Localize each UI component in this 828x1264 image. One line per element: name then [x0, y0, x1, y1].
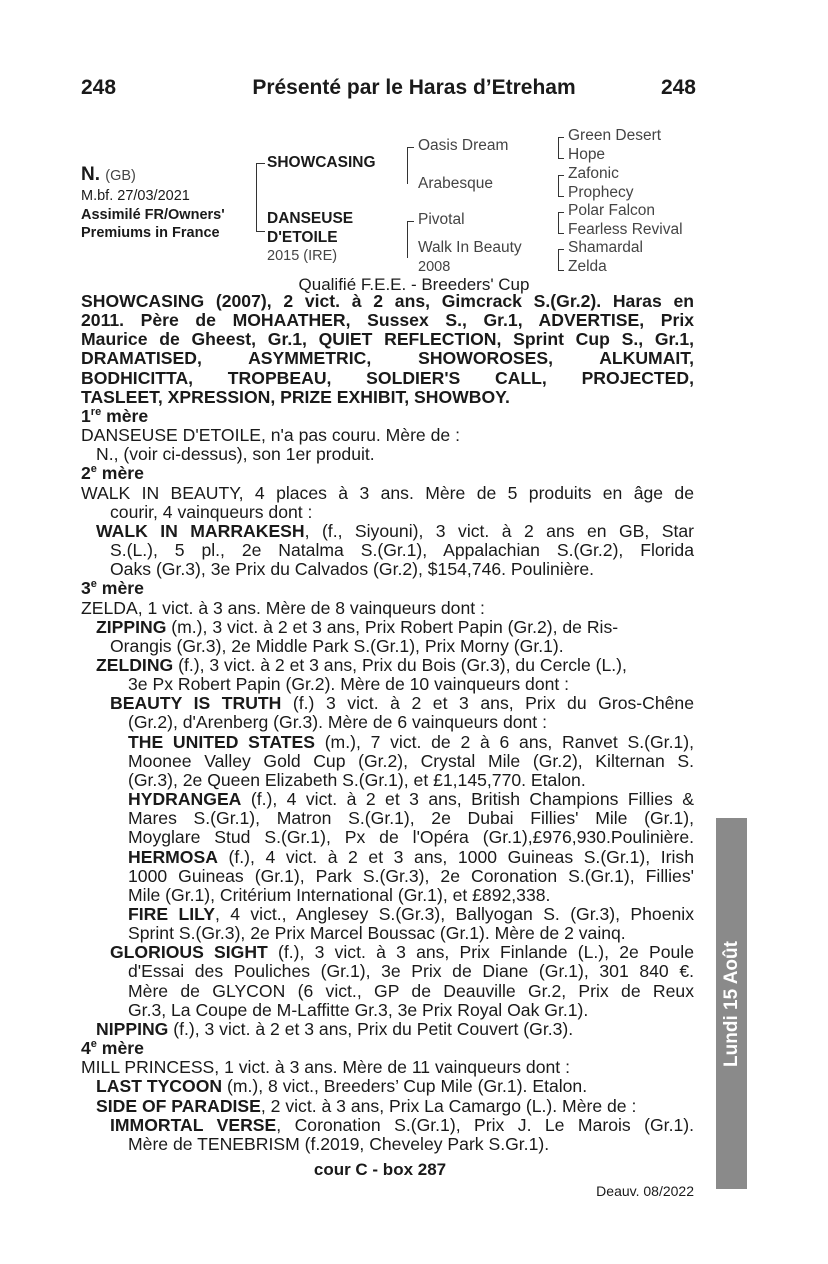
produce-line: LAST TYCOON (m.), 8 vict., Breeders’ Cup Mile (Gr.1). Etalon. — [96, 1076, 588, 1097]
produce-line: Mère de GLYCON (6 vict., GP de Deauville Gr.2, Prix de Reux — [128, 980, 694, 1001]
pedigree-ds: Pivotal — [418, 211, 465, 228]
pedigree-ssd: Hope — [568, 146, 606, 163]
produce-line: Mares S.(Gr.1), Matron S.(Gr.1), 2e Dubai Fillies' Mile (Gr.1), — [128, 808, 694, 829]
produce-line: 1000 Guineas (Gr.1), Park S.(Gr.3), 2e Coronation S.(Gr.1), Fillies' — [128, 865, 694, 886]
produce-line: S.(L.), 5 pl., 2e Natalma S.(Gr.1), Appalachian S.(Gr.2), Florida — [110, 540, 694, 561]
pedigree-bracket — [407, 147, 414, 184]
side-tab-label: Lundi 15 Août — [720, 940, 742, 1067]
produce-name: ZIPPING — [96, 616, 167, 637]
horse-name: N. — [81, 164, 100, 185]
page-title: Présenté par le Haras d’Etreham — [252, 76, 576, 99]
produce-line: Moyglare Stud S.(Gr.1), Px de l'Opéra (Gr.1),£976,930.Poulinière. — [128, 827, 694, 848]
m1-line: DANSEUSE D'ETOILE, n'a pas couru. Mère de : — [81, 425, 460, 446]
m3-intro: ZELDA, 1 vict. à 3 ans. Mère de 8 vainqueurs dont : — [81, 597, 485, 618]
produce-line: Mère de TENEBRISM (f.2019, Cheveley Park S.Gr.1). — [128, 1133, 550, 1154]
edition-date: Deauv. 08/2022 — [596, 1183, 694, 1199]
section-heading-m1: 1re mère — [81, 405, 149, 426]
produce-line: 3e Px Robert Papin (Gr.2). Mère de 10 vainqueurs dont : — [128, 674, 570, 695]
pedigree-dds: Shamardal — [568, 239, 643, 256]
produce-name: ZELDING — [96, 654, 174, 675]
pedigree-sds: Zafonic — [568, 165, 619, 182]
produce-name: FIRE LILY — [128, 904, 215, 924]
produce-line: d'Essai des Pouliches (Gr.1), 3e Prix de Diane (Gr.1), 301 840 €. — [128, 961, 694, 982]
page-number-left: 248 — [81, 76, 117, 99]
produce-line: Gr.3, La Coupe de M-Laffitte Gr.3, 3e Prix Royal Oak Gr.1). — [128, 999, 589, 1020]
pedigree-dam-line2: D'ETOILE — [267, 229, 338, 246]
pedigree-bracket — [558, 212, 564, 234]
produce-line: HERMOSA (f.), 4 vict. à 2 et 3 ans, 1000 Guineas S.(Gr.1), Irish — [128, 846, 694, 867]
pedigree-dd: Walk In Beauty — [418, 239, 522, 256]
box-location: cour C - box 287 — [313, 1160, 447, 1179]
produce-name: SIDE OF PARADISE — [96, 1095, 261, 1116]
pedigree-dam: DANSEUSE — [267, 210, 354, 227]
family-text — [81, 292, 694, 1154]
sire-text-line: 2011. Père de MOHAATHER, Sussex S., Gr.1, ADVERTISE, Prix — [81, 310, 694, 331]
produce-line: SIDE OF PARADISE, 2 vict. à 3 ans, Prix La Camargo (L.). Mère de : — [96, 1095, 637, 1116]
section-heading-m4: 4e mère — [81, 1038, 144, 1059]
sire-text-line: BODHICITTA, TROPBEAU, SOLDIER'S CALL, PROJECTED, — [81, 367, 694, 388]
produce-line: (Gr.2), d'Arenberg (Gr.3). Mère de 6 vainqueurs dont : — [128, 712, 547, 733]
qualification-line: Qualifié F.E.E. - Breeders' Cup — [298, 275, 530, 294]
produce-line: GLORIOUS SIGHT (f.), 3 vict. à 3 ans, Prix Finlande (L.), 2e Poule — [110, 942, 694, 963]
sire-text-line: Maurice de Gheest, Gr.1, QUIET REFLECTION, Sprint Cup S., Gr.1, — [81, 329, 694, 350]
produce-line: (Gr.3), 2e Queen Elizabeth S.(Gr.1), et £1,145,770. Etalon. — [128, 769, 586, 790]
produce-line: Sprint S.(Gr.3), 2e Prix Marcel Boussac (Gr.1). Mère de 2 vainq. — [128, 923, 626, 944]
sire-paragraph — [81, 292, 694, 407]
produce-line: HYDRANGEA (f.), 4 vict. à 2 et 3 ans, British Champions Fillies & — [128, 789, 694, 810]
horse-status-2: Premiums in France — [81, 225, 220, 241]
sire-text-line: TASLEET, XPRESSION, PRIZE EXHIBIT, SHOWBOY. — [81, 386, 510, 407]
produce-line: ZIPPING (m.), 3 vict. à 2 et 3 ans, Prix Robert Papin (Gr.2), de Ris- — [96, 616, 619, 637]
produce-line: Orangis (Gr.3), 2e Middle Park S.(Gr.1), Prix Morny (Gr.1). — [110, 635, 564, 656]
horse-origin: (GB) — [105, 168, 136, 184]
produce-name: NIPPING — [96, 1018, 169, 1039]
pedigree-dam-year: 2015 (IRE) — [267, 248, 338, 264]
produce-line: Moonee Valley Gold Cup (Gr.2), Crystal Mile (Gr.2), Kilternan S. — [128, 750, 694, 771]
m1-line: N., (voir ci-dessus), son 1er produit. — [96, 444, 375, 465]
sire-text-line: DRAMATISED, ASYMMETRIC, SHOWOROSES, ALKUMAIT, — [81, 348, 694, 369]
section-heading-m2: 2e mère — [81, 463, 144, 484]
produce-line: THE UNITED STATES (m.), 7 vict. de 2 à 6 ans, Ranvet S.(Gr.1), — [128, 731, 694, 752]
produce-line: ZELDING (f.), 3 vict. à 2 et 3 ans, Prix du Bois (Gr.3), du Cercle (L.), — [96, 654, 627, 675]
horse-birth: M.bf. 27/03/2021 — [81, 188, 190, 204]
pedigree-ss: Oasis Dream — [418, 137, 509, 154]
produce-name: THE UNITED STATES — [128, 731, 315, 752]
m2-intro: courir, 4 vainqueurs dont : — [110, 501, 313, 522]
sire-text-line: SHOWCASING (2007), 2 vict. à 2 ans, Gimcrack S.(Gr.2). Haras en — [81, 291, 694, 311]
produce-name: LAST TYCOON — [96, 1076, 223, 1097]
pedigree-dsd: Fearless Revival — [568, 221, 683, 238]
produce-line: BEAUTY IS TRUTH (f.) 3 vict. à 2 et 3 ans, Prix du Gros-Chêne — [110, 693, 694, 714]
m4-intro: MILL PRINCESS, 1 vict. à 3 ans. Mère de 11 vainqueurs dont : — [81, 1057, 570, 1078]
produce-line: Oaks (Gr.3), 3e Prix du Calvados (Gr.2), $154,746. Poulinière. — [110, 559, 595, 580]
produce-line: Mile (Gr.1), Critérium International (Gr.1), et £892,338. — [128, 884, 551, 905]
horse-status-1: Assimilé FR/Owners' — [81, 207, 225, 223]
pedigree-sire: SHOWCASING — [267, 154, 376, 171]
pedigree-sd: Arabesque — [418, 175, 493, 192]
produce-line: WALK IN MARRAKESH, (f., Siyouni), 3 vict. à 2 ans en GB, Star — [96, 520, 694, 541]
produce-line: NIPPING (f.), 3 vict. à 2 et 3 ans, Prix du Petit Couvert (Gr.3). — [96, 1018, 574, 1039]
produce-name: HERMOSA — [128, 846, 218, 867]
produce-name: WALK IN MARRAKESH — [96, 520, 305, 541]
pedigree-bracket — [256, 163, 265, 232]
section-heading-m3: 3e mère — [81, 578, 144, 599]
pedigree-sdd: Prophecy — [568, 184, 634, 201]
page-number-right: 248 — [660, 76, 696, 99]
pedigree-ddd: Zelda — [568, 258, 607, 275]
produce-line: IMMORTAL VERSE, Coronation S.(Gr.1), Prix J. Le Marois (Gr.1). — [110, 1114, 694, 1135]
produce-name: HYDRANGEA — [128, 789, 242, 810]
pedigree-dss: Polar Falcon — [568, 202, 656, 219]
pedigree-bracket — [558, 249, 564, 271]
produce-name: GLORIOUS SIGHT — [110, 942, 268, 963]
pedigree-bracket — [558, 175, 564, 197]
produce-line: FIRE LILY, 4 vict., Anglesey S.(Gr.3), Ballyogan S. (Gr.3), Phoenix — [128, 904, 694, 924]
produce-name: IMMORTAL VERSE — [110, 1114, 277, 1135]
m2-intro: WALK IN BEAUTY, 4 places à 3 ans. Mère de 5 produits en âge de — [81, 482, 694, 503]
pedigree-dd-year: 2008 — [418, 259, 451, 275]
pedigree-sss: Green Desert — [568, 127, 662, 144]
pedigree-bracket — [407, 221, 414, 258]
pedigree-bracket — [558, 137, 564, 159]
produce-name: BEAUTY IS TRUTH — [110, 693, 282, 714]
